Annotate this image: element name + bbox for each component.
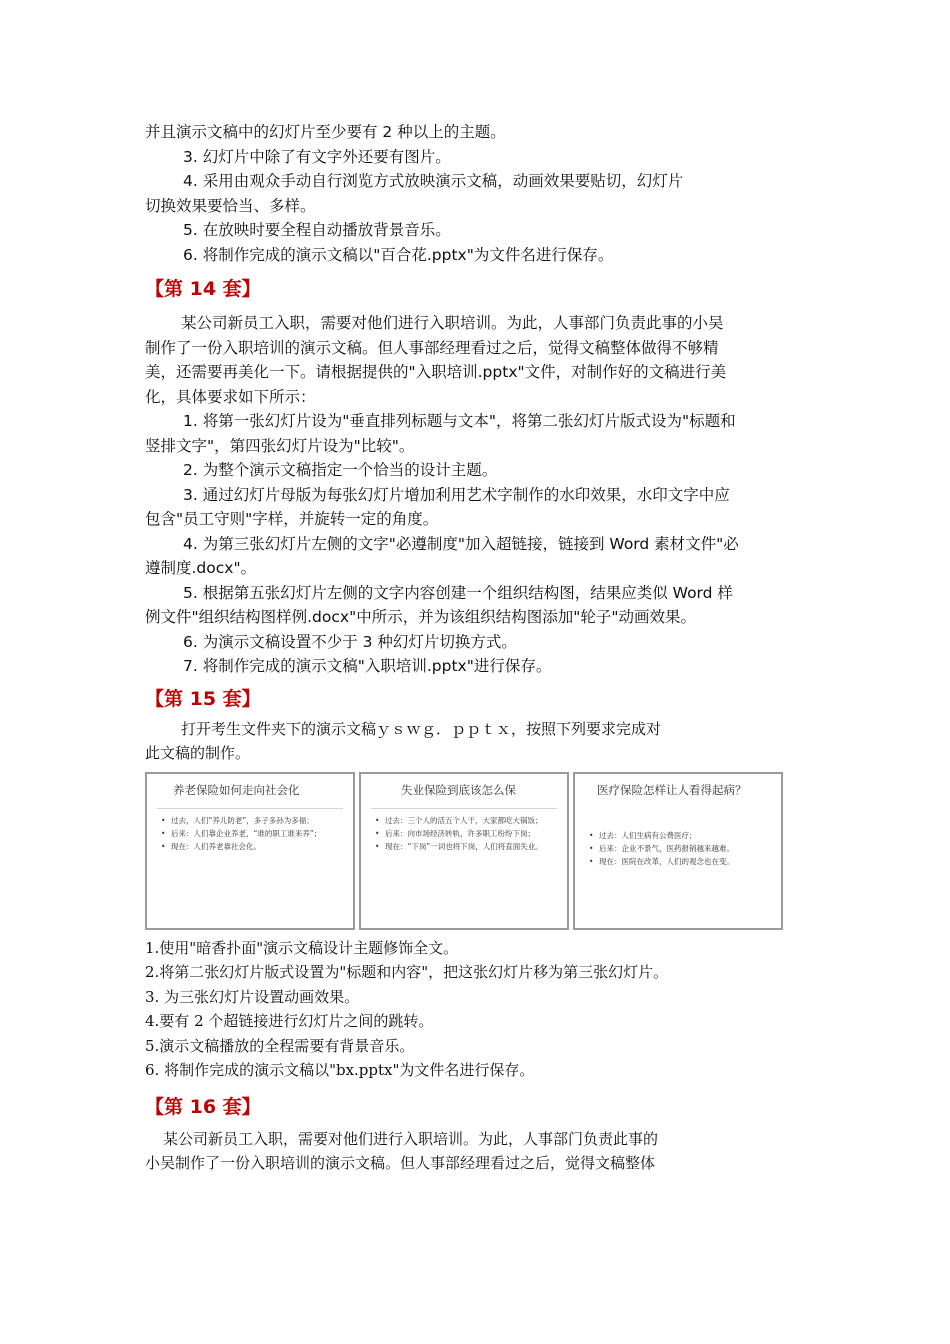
paragraph-line: 小吴制作了一份入职培训的演示文稿。但人事部经理看过之后，觉得文稿整体 (145, 1154, 656, 1172)
intro-line: 4. 采用由观众手动自行浏览方式放映演示文稿，动画效果要贴切，幻灯片 (183, 172, 684, 190)
set15-section (145, 717, 810, 1083)
requirement-line: 2.将第二张幻灯片版式设置为"标题和内容"，把这张幻灯片移为第三张幻灯片。 (145, 963, 669, 981)
slide-bullet: • 过去：人们生病有公费医疗； (585, 830, 771, 841)
slide-bullet: • 现在：“下岗”一词也将下岗，人们将直面失业。 (371, 841, 557, 852)
slide-bullet: • 后来：向市场经济转轨，许多职工纷纷下岗； (371, 828, 557, 839)
requirement-line: 遵制度.docx"。 (145, 559, 257, 577)
requirement-line: 包含"员工守则"字样，并旋转一定的角度。 (145, 510, 439, 528)
slide-bullet: • 现在：医院在改革，人们的观念也在变。 (585, 856, 771, 867)
requirement-line: 3. 通过幻灯片母版为每张幻灯片增加利用艺术字制作的水印效果，水印文字中应 (183, 485, 730, 504)
requirement-line: 4.要有 2 个超链接进行幻灯片之间的跳转。 (145, 1012, 434, 1030)
slide-bullet: • 后来：人们靠企业养老，“谁的职工谁来养”； (157, 828, 343, 839)
requirement-line: 6. 将制作完成的演示文稿以"bx.pptx"为文件名进行保存。 (145, 1061, 535, 1079)
slide-bullet: • 过去：三个人的活五个人干，大家都吃大锅饭； (371, 815, 557, 826)
slide-body (371, 808, 557, 852)
requirement-line: 7. 将制作完成的演示文稿"入职培训.pptx"进行保存。 (183, 657, 552, 675)
slide-thumbnail (573, 772, 783, 930)
slide-bullet: • 过去，人们“养儿防老”，多子多孙为多福； (157, 815, 343, 826)
slide-title: 养老保险如何走向社会化 (173, 782, 300, 797)
section-heading-15: 【第 15 套】 (145, 687, 261, 710)
slide-body (585, 808, 771, 867)
requirement-line: 竖排文字"，第四张幻灯片设为"比较"。 (145, 436, 415, 455)
paragraph-line: 美，还需要再美化一下。请根据提供的"入职培训.pptx"文件，对制作好的文稿进行美 (145, 363, 727, 381)
set14-section (145, 311, 810, 679)
slide-body (157, 808, 343, 852)
requirement-line: 4. 为第三张幻灯片左侧的文字"必遵制度"加入超链接，链接到 Word 素材文件"必 (183, 534, 739, 553)
section-heading-16: 【第 16 套】 (145, 1095, 261, 1118)
paragraph-line: 化，具体要求如下所示： (145, 387, 316, 406)
intro-line: 6. 将制作完成的演示文稿以"百合花.pptx"为文件名进行保存。 (183, 245, 614, 264)
set16-section (145, 1127, 810, 1176)
requirement-line: 2. 为整个演示文稿指定一个恰当的设计主题。 (183, 461, 498, 479)
slide-thumbnails (145, 772, 790, 930)
slide-title: 医疗保险怎样让人看得起病？ (597, 782, 747, 797)
section-heading-14: 【第 14 套】 (145, 278, 261, 300)
slide-thumbnail (145, 772, 355, 930)
slide-title: 失业保险到底该怎么保 (401, 782, 516, 797)
slide-bullet: • 现在：人们养老靠社会化。 (157, 841, 343, 852)
requirement-line: 5.演示文稿播放的全程需要有背景音乐。 (145, 1036, 415, 1055)
paragraph-line: 某公司新员工入职，需要对他们进行入职培训。为此，人事部门负责此事的 (163, 1129, 659, 1148)
slide-bullet: • 后来：企业不景气，医药报销越来越难。 (585, 843, 771, 854)
paragraph-line: 此文稿的制作。 (145, 744, 251, 762)
document-content (145, 120, 810, 1176)
paragraph-line: 制作了一份入职培训的演示文稿。但人事部经理看过之后，觉得文稿整体做得不够精 (145, 338, 719, 357)
intro-line: 3. 幻灯片中除了有文字外还要有图片。 (183, 147, 451, 166)
intro-section (145, 120, 810, 267)
paragraph-line: 打开考生文件夹下的演示文稿ｙｓｗｇ．ｐｐｔｘ，按照下列要求完成对 (181, 719, 662, 738)
requirement-line: 1.使用"暗香扑面"演示文稿设计主题修饰全文。 (145, 938, 459, 957)
intro-line: 5. 在放映时要全程自动播放背景音乐。 (183, 221, 451, 239)
requirement-line: 6. 为演示文稿设置不少于 3 种幻灯片切换方式。 (183, 632, 517, 651)
intro-line: 并且演示文稿中的幻灯片至少要有 2 种以上的主题。 (145, 123, 506, 141)
requirement-line: 例文件"组织结构图样例.docx"中所示，并为该组织结构图添加"轮子"动画效果。 (145, 608, 696, 626)
paragraph-line: 某公司新员工入职，需要对他们进行入职培训。为此，人事部门负责此事的小吴 (181, 314, 724, 332)
requirement-line: 1. 将第一张幻灯片设为"垂直排列标题与文本"，将第二张幻灯片版式设为"标题和 (183, 412, 736, 430)
intro-line: 切换效果要恰当、多样。 (145, 196, 316, 215)
slide-thumbnail (359, 772, 569, 930)
requirement-line: 5. 根据第五张幻灯片左侧的文字内容创建一个组织结构图，结果应类似 Word 样 (183, 583, 733, 602)
requirement-line: 3. 为三张幻灯片设置动画效果。 (145, 987, 360, 1006)
